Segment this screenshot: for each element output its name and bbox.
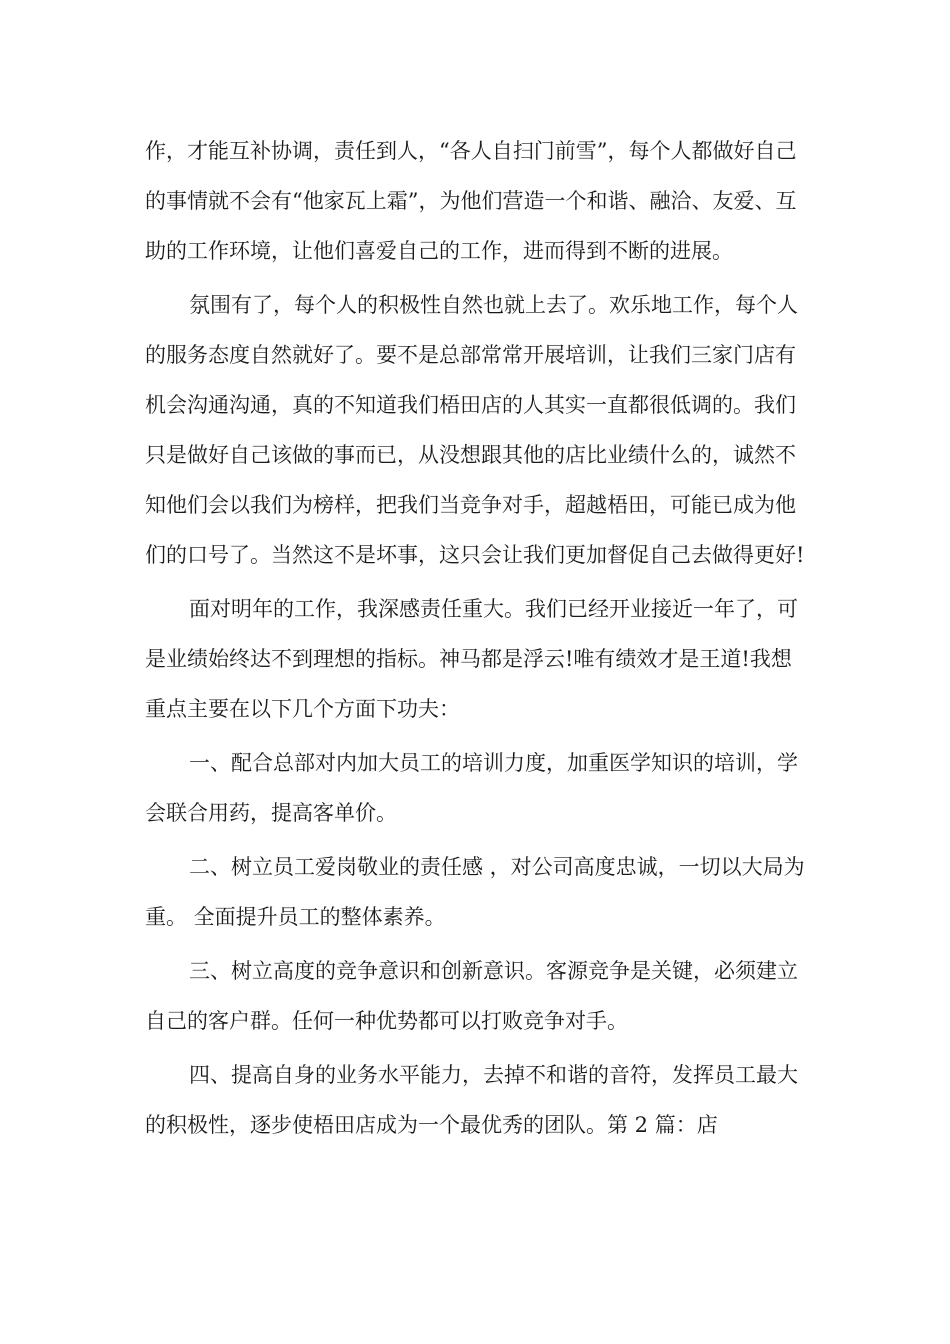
paragraph-4: 一、配合总部对内加大员工的培训力度，加重医学知识的培训，学会联合用药，提高客单价。 (145, 751, 798, 825)
paragraph-3: 面对明年的工作，我深感责任重大。我们已经开业接近一年了，可是业绩始终达不到理想的指标。神马都是浮云!唯有绩效才是王道!我想重点主要在以下几个方面下功夫： (145, 597, 798, 721)
paragraph-7: 四、提高自身的业务水平能力，去掉不和谐的音符，发挥员工最大的积极性，逐步使梧田店成为一个最优秀的团队。第 2 篇：店 (145, 1063, 798, 1137)
paragraph-6: 三、树立高度的竞争意识和创新意识。客源竞争是关键，必须建立自己的客户群。任何一种优势都可以打败竞争对手。 (145, 959, 798, 1033)
paragraph-2: 氛围有了，每个人的积极性自然也就上去了。欢乐地工作，每个人的服务态度自然就好了。要不是总部常常开展培训，让我们三家门店有机会沟通沟通，真的不知道我们梧田店的人其实一直都很低调的。我们只是做好自己该做的事而已，从没想跟其他的店比业绩什么的，诚然不知他们会以我们为榜样，把我们当竞争对手，超越梧田，可能已成为他们的口号了。当然这不是坏事，这只会让我们更加督促自己去做得更好! (145, 293, 805, 567)
document-body (145, 126, 810, 1154)
paragraph-1: 作，才能互补协调，责任到人，“各人自扫门前雪”，每个人都做好自己的事情就不会有“他家瓦上霜”，为他们营造一个和谐、融洽、友爱、互助的工作环境，让他们喜爱自己的工作，进而得到不断的进展。 (145, 139, 797, 263)
paragraph-5: 二、树立员工爱岗敬业的责任感 ，对公司高度忠诚，一切以大局为重。 全面提升员工的整体素养。 (145, 855, 805, 929)
